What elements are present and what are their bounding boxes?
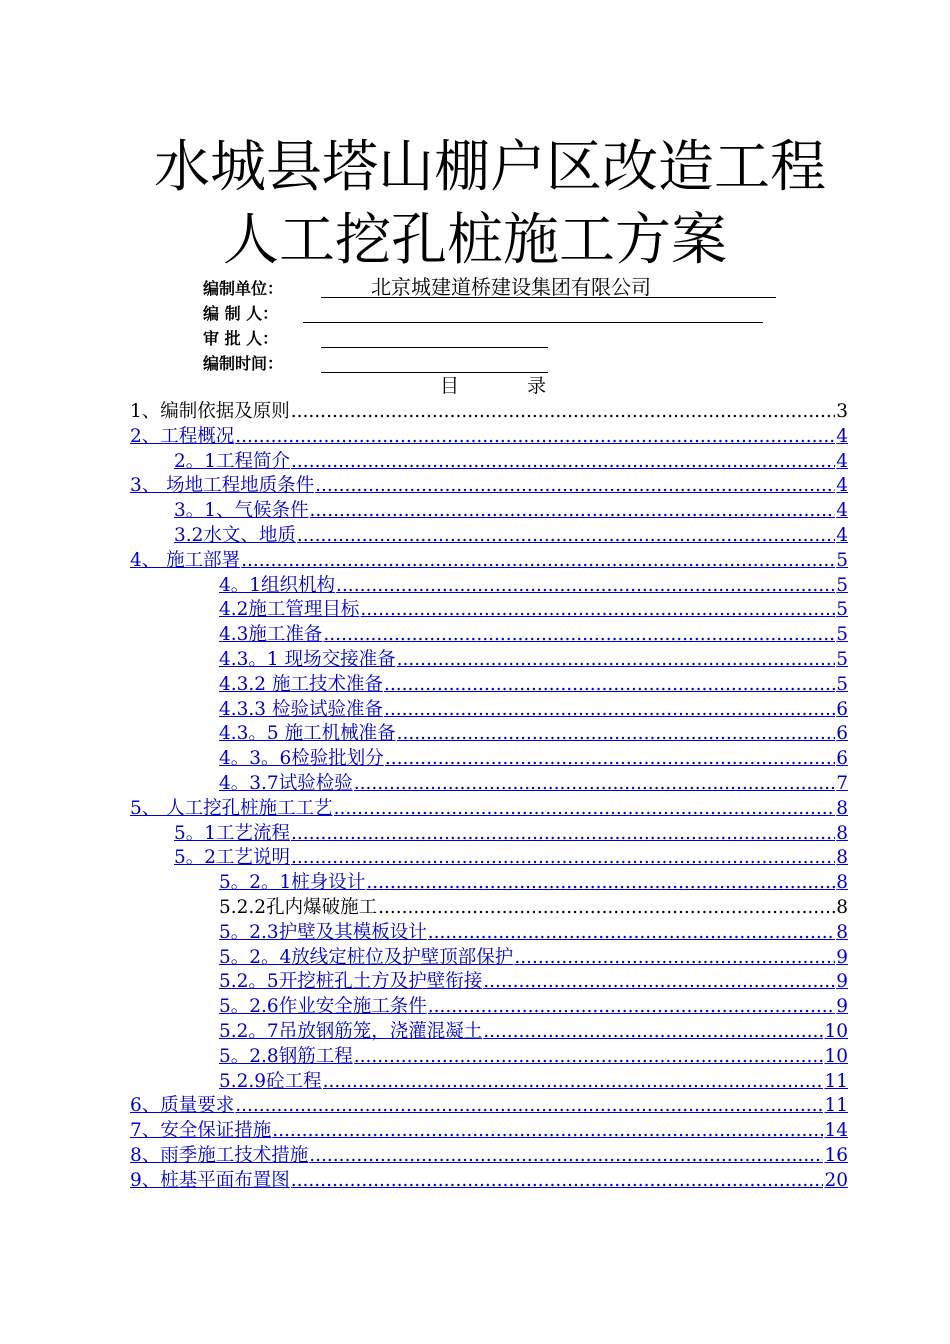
toc-dot-leader [323,623,835,648]
toc-entry[interactable] [130,648,848,673]
toc-heading [440,374,546,398]
toc-entry-title: 7、安全保证措施 [130,1120,272,1142]
toc-dot-leader [310,499,836,524]
toc-entry[interactable] [130,450,848,475]
toc-heading-right: 录 [527,375,547,397]
toc-entry-title: 3。1、气候条件 [174,500,309,522]
toc-entry-page-number: 8 [836,872,848,894]
toc-entry-page-number: 7 [836,772,848,794]
toc-dot-leader [354,772,836,797]
toc-entry-page-number: 9 [836,996,848,1018]
toc-entry[interactable] [130,995,848,1020]
toc-entry[interactable] [130,623,848,648]
toc-dot-leader [235,1094,823,1119]
toc-entry-title: 4.3.2 施工技术准备 [219,673,383,695]
toc-dot-leader [385,747,835,772]
toc-entry[interactable] [130,772,848,797]
toc-entry [130,896,848,921]
toc-entry[interactable] [130,1119,848,1144]
toc-dot-leader [291,1169,824,1194]
toc-dot-leader [378,896,835,921]
toc-dot-leader [360,598,835,623]
toc-entry-title: 4.3。5 施工机械准备 [219,723,396,745]
toc-entry-title: 5。2.3护壁及其模板设计 [219,921,427,943]
toc-entry-title: 2、工程概况 [130,425,235,447]
toc-entry-page-number: 11 [824,1095,848,1117]
toc-entry-title: 5、 人工挖孔桩施工工艺 [130,797,333,819]
toc-entry-title: 5.2.9砼工程 [219,1070,322,1092]
toc-entry-title: 4.3。1 现场交接准备 [219,648,396,670]
toc-entry[interactable] [130,871,848,896]
toc-entry[interactable] [130,673,848,698]
toc-entry-page-number: 5 [836,648,848,670]
toc-dot-leader [384,698,835,723]
toc-entry[interactable] [130,524,848,549]
toc-dot-leader [291,846,835,871]
toc-entry[interactable] [130,1020,848,1045]
toc-entry[interactable] [130,797,848,822]
toc-entry-title: 4.3施工准备 [219,624,323,646]
toc-entry-title: 9、桩基平面布置图 [130,1169,290,1191]
toc-dot-leader [397,648,836,673]
toc-entry[interactable] [130,970,848,995]
toc-heading-left: 目 [440,375,460,397]
toc-entry-page-number: 3 [836,401,848,422]
toc-entry-page-number: 11 [824,1070,848,1092]
toc-entry-title: 5。2。1桩身设计 [219,872,366,894]
toc-entry[interactable] [130,1070,848,1095]
toc-entry-page-number: 5 [836,574,848,596]
toc-entry-title: 8、雨季施工技术措施 [130,1144,309,1166]
toc-entry-page-number: 20 [824,1169,848,1191]
toc-entry[interactable] [130,846,848,871]
toc-dot-leader [241,549,835,574]
toc-entry-page-number: 10 [824,1020,848,1042]
toc-dot-leader [291,400,835,425]
document-title-line-1: 水城县塔山棚户区改造工程 [154,135,826,200]
toc-entry[interactable] [130,549,848,574]
toc-dot-leader [366,871,835,896]
toc-dot-leader [483,1020,823,1045]
toc-dot-leader [334,797,836,822]
toc-entry-page-number: 4 [836,425,848,447]
toc-entry-page-number: 5 [836,673,848,695]
unit-value: 北京城建道桥建设集团有限公司 [371,275,651,299]
toc-entry-title: 5。2工艺说明 [174,847,291,869]
toc-entry-title: 4.3.3 检验试验准备 [219,698,383,720]
toc-entry-title: 4。1组织机构 [219,574,336,596]
toc-entry-title: 5.2。7吊放钢筋笼，浇灌混凝土 [219,1020,483,1042]
toc-entry[interactable] [130,1169,848,1194]
author-underline [303,322,763,323]
toc-entry[interactable] [130,722,848,747]
toc-entry-page-number: 4 [836,450,848,472]
approver-label: 审 批 人： [203,329,279,348]
toc-entry-page-number: 16 [824,1144,848,1166]
toc-entry-title: 3、 场地工程地质条件 [130,475,315,497]
toc-dot-leader [323,1070,824,1095]
toc-entry-page-number: 6 [836,723,848,745]
toc-entry-page-number: 5 [836,624,848,646]
toc-entry-page-number: 6 [836,748,848,770]
toc-entry-page-number: 9 [836,946,848,968]
approver-underline [321,347,548,348]
toc-entry-page-number: 8 [836,921,848,943]
toc-entry-title: 6、质量要求 [130,1095,235,1117]
toc-entry[interactable] [130,499,848,524]
toc-entry-page-number: 14 [824,1120,848,1142]
toc-entry[interactable] [130,1094,848,1119]
toc-entry[interactable] [130,946,848,971]
toc-entry-page-number: 8 [836,822,848,844]
toc-entry-page-number: 6 [836,698,848,720]
toc-entry-page-number: 9 [836,971,848,993]
toc-dot-leader [336,574,835,599]
toc-dot-leader [235,425,835,450]
toc-entry-page-number: 5 [836,599,848,621]
toc-dot-leader [384,673,835,698]
toc-entry[interactable] [130,425,848,450]
toc-entry-page-number: 8 [836,797,848,819]
toc-entry-title: 4.2施工管理目标 [219,599,360,621]
toc-entry-title: 3.2水文、地质 [174,524,296,546]
toc-entry-title: 4。3。6检验批划分 [219,748,384,770]
toc-entry[interactable] [130,474,848,499]
toc-entry[interactable] [130,1144,848,1169]
toc-entry-title: 4。3.7试验检验 [219,772,353,794]
toc-entry-title: 5。2。4放线定桩位及护壁顶部保护 [219,946,514,968]
toc-entry[interactable] [130,698,848,723]
toc-entry-title: 2。1工程简介 [174,450,291,472]
unit-label: 编制单位： [203,279,284,298]
author-label: 编 制 人： [203,304,279,323]
toc-dot-leader [397,722,836,747]
toc-dot-leader [514,946,835,971]
toc-dot-leader [291,450,835,475]
toc-dot-leader [291,822,835,847]
toc-entry-title: 5.2.2孔内爆破施工 [219,896,378,918]
toc-entry[interactable] [130,747,848,772]
toc-dot-leader [428,921,836,946]
toc-dot-leader [428,995,836,1020]
toc-entry[interactable] [130,822,848,847]
toc-dot-leader [297,524,835,549]
toc-dot-leader [309,1144,823,1169]
toc-entry-title: 4、 施工部署 [130,549,241,571]
toc-entry-title: 5。1工艺流程 [174,822,291,844]
toc-entry[interactable] [130,598,848,623]
toc-entry[interactable] [130,1045,848,1070]
document-title-line-2: 人工挖孔桩施工方案 [223,208,727,273]
date-underline [321,372,548,373]
toc-entry-page-number: 8 [836,896,848,918]
toc-dot-leader [272,1119,823,1144]
date-label: 编制时间： [203,354,284,373]
toc-entry[interactable] [130,574,848,599]
toc-entry-title: 5。2.6作业安全施工条件 [219,996,427,1018]
toc-entry [130,400,848,425]
toc-entry-page-number: 4 [836,500,848,522]
toc-entry-page-number: 4 [836,524,848,546]
toc-entry-page-number: 4 [836,475,848,497]
toc-entry-title: 5。2.8钢筋工程 [219,1045,353,1067]
toc-dot-leader [483,970,835,995]
toc-entry-title: 1、编制依据及原则 [130,401,290,422]
toc-dot-leader [315,474,835,499]
toc-dot-leader [354,1045,824,1070]
toc-entry[interactable] [130,921,848,946]
toc-entry-page-number: 5 [836,549,848,571]
toc-entry-page-number: 10 [824,1045,848,1067]
toc-entry-title: 5.2。5开挖桩孔土方及护壁衔接 [219,971,483,993]
toc-entry-page-number: 8 [836,847,848,869]
table-of-contents [130,400,848,1194]
